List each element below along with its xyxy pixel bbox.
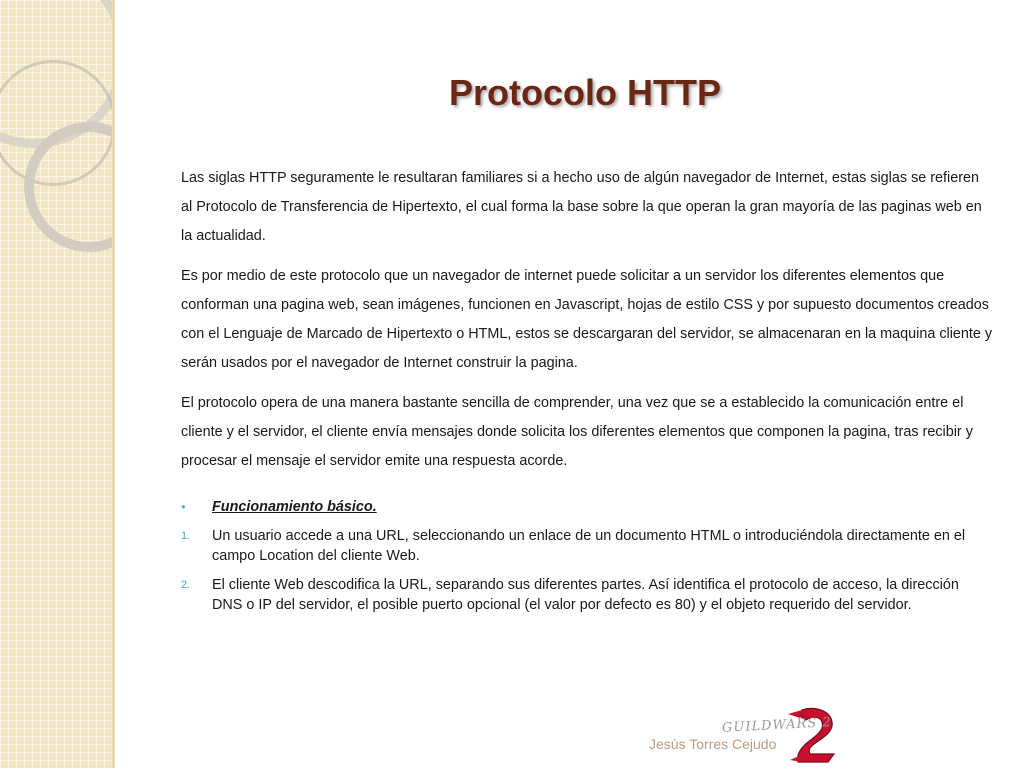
list-heading: Funcionamiento básico. [212, 499, 377, 515]
list-item [181, 575, 993, 615]
sidebar-divider [112, 0, 115, 768]
slide-title: Protocolo HTTP [449, 72, 721, 113]
paragraph: Es por medio de este protocolo que un navegador de internet puede solicitar a un servidor los diferentes elementos que conforman una pagina web, sean imágenes, funcionen en Javascript, hojas de estilo CSS y por supuesto documentos creados con el Lenguaje de Marcado de Hipertexto o HTML, estos se descargaran del servidor, se almacenaran en la maquina cliente y serán usados por el navegador de Internet construir la pagina. [181, 268, 993, 371]
decorative-sidebar [0, 0, 112, 768]
guildwars-logo [718, 704, 846, 766]
list-heading-item [181, 497, 993, 517]
bullet-icon: • [181, 499, 186, 514]
paragraph: El protocolo opera de una manera bastante sencilla de comprender, una vez que se a establecido la comunicación entre el cliente y el servidor, el cliente envía mensajes donde solicita los diferentes elementos que componen la pagina, tras recibir y procesar el mensaje el servidor emite una respuesta acorde. [181, 395, 973, 469]
slide-body [181, 164, 993, 624]
paragraph: Las siglas HTTP seguramente le resultaran familiares si a hecho uso de algún navegador de Internet, estas siglas se refieren al Protocolo de Transferencia de Hipertexto, el cual forma la base sobre la que operan la gran mayoría de las paginas web en la actualidad. [181, 170, 982, 244]
steps-list [181, 497, 993, 615]
list-item-text: Un usuario accede a una URL, seleccionando un enlace de un documento HTML o introduciéndola directamente en el campo Location del cliente Web. [212, 528, 966, 564]
list-number: 2. [181, 579, 191, 591]
footer-author: Jesús Torres Cejudo [649, 736, 777, 752]
list-item [181, 526, 993, 566]
logo-text: GUILDWARS 2 [721, 715, 833, 736]
list-item-text: El cliente Web descodifica la URL, separando sus diferentes partes. Así identifica el protocolo de acceso, la dirección DNS o IP del servidor, el posible puerto opcional (el valor por defecto es 80) y el objeto requerido del servidor. [212, 577, 959, 613]
list-number: 1. [181, 530, 191, 542]
